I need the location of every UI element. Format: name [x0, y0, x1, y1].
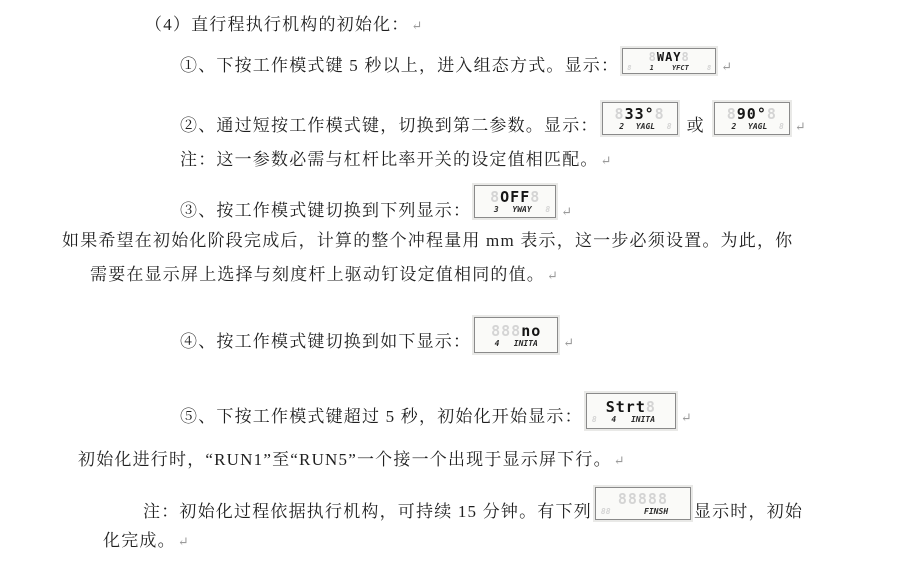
step-2-line — [180, 106, 806, 139]
lcd-display-yagl-90 — [714, 102, 790, 135]
lcd-param-index: 2 — [619, 122, 625, 131]
paragraph-mark: ↵ — [600, 153, 612, 168]
body-paragraph-line-2 — [90, 263, 558, 288]
lcd-top-row — [592, 399, 670, 415]
step-5-line — [180, 394, 692, 430]
lcd-ghost-segment: 8 — [614, 105, 625, 123]
heading-text: （4）直行程执行机构的初始化： — [145, 15, 410, 34]
lcd-ghost-segment: 88888 — [617, 490, 668, 508]
lcd-ghost-segment: 8 — [591, 415, 597, 424]
body-paragraph-line-1 — [62, 229, 793, 253]
lcd-bottom-row — [480, 339, 552, 349]
lcd-ghost-segment: 8 — [706, 64, 712, 72]
lcd-top-row — [480, 323, 552, 339]
lcd-top-row — [720, 106, 784, 122]
lcd-bottom-row — [627, 64, 711, 72]
body-paragraph-text-1: 如果希望在初始化阶段完成后，计算的整个冲程量用 mm 表示，这一步必须设置。为此，你 — [62, 231, 794, 250]
step-5-text: ⑤、下按工作模式键超过 5 秒，初始化开始显示： — [180, 407, 583, 426]
paragraph-mark: ↵ — [794, 119, 806, 134]
note-2-text-pre: 注：初始化过程依据执行机构，可持续 15 分钟。有下列 — [143, 502, 592, 521]
note-2-line — [143, 491, 803, 524]
lcd-bottom-row — [720, 122, 784, 132]
lcd-ghost-segment: 8 — [726, 105, 737, 123]
lcd-param-label: YWAY — [512, 205, 532, 214]
lcd-ghost-segment: 88 — [600, 507, 611, 516]
lcd-param-index: 4 — [494, 339, 500, 348]
lcd-top-row — [480, 189, 550, 205]
lcd-value: no — [521, 322, 542, 340]
lcd-param-index: 2 — [731, 122, 737, 131]
paragraph-mark: ↵ — [411, 18, 423, 33]
lcd-ghost-segment: 8 — [645, 398, 656, 416]
run-progress-line — [78, 448, 625, 473]
lcd-param-index: 4 — [611, 415, 617, 424]
lcd-display-yway — [474, 185, 556, 218]
lcd-top-row — [608, 106, 672, 122]
lcd-param-label: INITA — [513, 339, 538, 348]
lcd-bottom-row — [601, 507, 685, 517]
lcd-param-label: FINSH — [644, 507, 669, 516]
paragraph-mark: ↵ — [721, 59, 733, 74]
paragraph-mark: ↵ — [177, 534, 189, 549]
paragraph-mark: ↵ — [563, 335, 575, 350]
lcd-display-finsh — [595, 487, 691, 520]
lcd-ghost-segment: 8 — [681, 50, 690, 64]
lcd-value: OFF — [500, 188, 531, 206]
lcd-ghost-segment: 8 — [545, 205, 551, 214]
note-2-continuation-text: 化完成。 — [103, 531, 176, 550]
lcd-value: Strt — [605, 398, 646, 416]
lcd-param-label: YAGL — [748, 122, 768, 131]
lcd-value: WAY — [656, 50, 682, 64]
lcd-ghost-segment: 8 — [654, 105, 665, 123]
step-1-text: ①、下按工作模式键 5 秒以上，进入组态方式。显示： — [180, 56, 620, 75]
lcd-ghost-segment: 8 — [627, 64, 632, 72]
lcd-param-index: 3 — [493, 205, 499, 214]
lcd-display-yfct — [622, 48, 716, 74]
paragraph-mark: ↵ — [561, 204, 573, 219]
step-3-text: ③、按工作模式键切换到下列显示： — [180, 201, 472, 220]
run-progress-text: 初始化进行时，“RUN1”至“RUN5”一个接一个出现于显示屏下行。 — [78, 450, 612, 469]
lcd-bottom-row — [592, 415, 670, 425]
lcd-ghost-segment: 8 — [666, 122, 672, 131]
lcd-ghost-segment: 8 — [530, 188, 541, 206]
step-1-line — [180, 50, 733, 79]
body-paragraph-text-2: 需要在显示屏上选择与刻度杆上驱动钉设定值相同的值。 — [90, 265, 545, 284]
paragraph-mark: ↵ — [547, 268, 558, 283]
lcd-top-row — [627, 51, 711, 64]
lcd-ghost-segment: 8 — [766, 105, 777, 123]
lcd-display-inita-no — [474, 317, 558, 353]
lcd-param-label: INITA — [630, 415, 656, 424]
lcd-display-yagl-33 — [602, 102, 678, 135]
paragraph-mark: ↵ — [613, 453, 625, 468]
note-1-text: 注：这一参数必需与杠杆比率开关的设定值相匹配。 — [180, 150, 599, 169]
lcd-bottom-row — [480, 205, 550, 215]
paragraph-mark: ↵ — [680, 410, 692, 425]
lcd-param-index: 1 — [649, 64, 654, 72]
lcd-top-row — [601, 491, 685, 507]
lcd-ghost-segment: 8 — [648, 50, 657, 64]
step-3-line — [180, 188, 573, 224]
lcd-ghost-segment: 888 — [491, 322, 522, 340]
lcd-display-inita-start — [586, 393, 676, 429]
lcd-ghost-segment: 8 — [778, 122, 784, 131]
lcd-value: 33° — [624, 105, 655, 123]
note-2-continuation-line — [103, 529, 189, 554]
heading-line — [145, 13, 422, 38]
step-2-text: ②、通过短按工作模式键，切换到第二参数。显示： — [180, 116, 599, 135]
note-1-line — [180, 148, 612, 173]
or-word: 或 — [686, 116, 705, 135]
lcd-param-label: YFCT — [671, 64, 689, 72]
note-2-text-post: 显示时，初始 — [693, 502, 804, 521]
lcd-param-label: YAGL — [635, 122, 656, 131]
step-4-line — [180, 319, 574, 355]
lcd-value: 90° — [736, 105, 767, 123]
lcd-bottom-row — [608, 122, 672, 132]
step-4-text: ④、按工作模式键切换到如下显示： — [180, 332, 472, 351]
lcd-ghost-segment: 8 — [490, 188, 501, 206]
